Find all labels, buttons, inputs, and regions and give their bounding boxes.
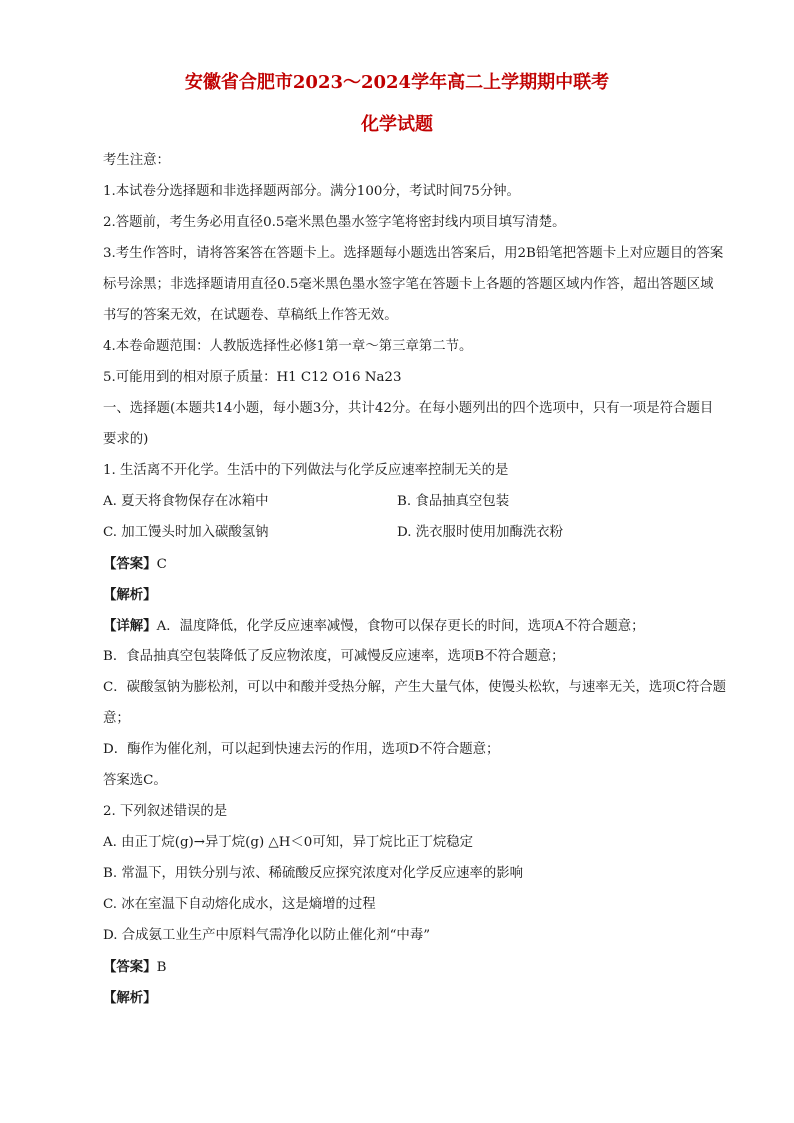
question-1-detail [103,617,723,636]
question-2-analysis-label: 【解析】 [103,990,157,1006]
document-subtitle: 化学试题 [361,114,433,135]
question-2-option-a: A. 由正丁烷(g)→异丁烷(g) △H＜0可知，异丁烷比正丁烷稳定 [103,835,474,850]
question-2-option-b: B. 常温下，用铁分别与浓、稀硫酸反应探究浓度对化学反应速率的影响 [103,866,524,881]
notice-item: 3.考生作答时，请将答案答在答题卡上。选择题每小题选出答案后，用2B铅笔把答题卡上对应题目的答案 [103,246,724,261]
section-heading-cont: 要求的) [103,432,149,447]
question-1-detail-d: D．酶作为催化剂，可以起到快速去污的作用，选项D不符合题意； [103,742,500,757]
notice-item: 2.答题前，考生务必用直径0.5毫米黑色墨水签字笔将密封线内项目填写清楚。 [103,215,566,230]
answer-label: 【答案】 [103,556,157,572]
question-1-conclusion: 答案选C。 [103,773,167,788]
question-1-answer [103,555,723,574]
question-1-detail-c-cont: 意； [103,711,130,726]
notice-item: 4.本卷命题范围：人教版选择性必修1第一章～第三章第二节。 [103,339,473,354]
answer-value: C [156,557,167,572]
question-1-option-d: D. 洗衣服时使用加酶洗衣粉 [397,525,564,540]
notice-item: 5.可能用到的相对原子质量：H1 C12 O16 Na23 [103,370,402,385]
question-1-option-a: A. 夏天将食物保存在冰箱中 [103,494,269,509]
question-1-detail-c: C．碳酸氢钠为膨松剂，可以中和酸并受热分解，产生大量气体，使馒头松软，与速率无关，选项C符合题 [103,680,727,695]
question-2-option-d: D. 合成氨工业生产中原料气需净化以防止催化剂“中毒” [103,928,431,943]
question-1-analysis-label: 【解析】 [103,587,157,603]
question-1-stem: 1. 生活离不开化学。生活中的下列做法与化学反应速率控制无关的是 [103,463,509,478]
question-1-option-c: C. 加工馒头时加入碳酸氢钠 [103,525,269,540]
section-heading: 一、选择题(本题共14小题，每小题3分，共计42分。在每小题列出的四个选项中，只有一项是符合题目 [103,401,714,416]
notice-item: 标号涂黑；非选择题请用直径0.5毫米黑色墨水签字笔在答题卡上各题的答题区域内作答，超出答题区域 [103,277,714,292]
notice-heading: 考生注意： [103,153,170,168]
notice-item: 书写的答案无效，在试题卷、草稿纸上作答无效。 [103,308,398,323]
question-1-options-row-1 [103,493,723,511]
question-2-answer [103,958,723,977]
document-title: 安徽省合肥市2023～2024学年高二上学期期中联考 [184,72,610,93]
question-1-options-row-2 [103,524,723,542]
question-1-option-b: B. 食品抽真空包装 [397,494,510,509]
question-2-stem: 2. 下列叙述错误的是 [103,804,228,819]
answer-value: B [156,960,167,975]
notice-item: 1.本试卷分选择题和非选择题两部分。满分100分，考试时间75分钟。 [103,184,520,199]
question-1-detail-b: B．食品抽真空包装降低了反应物浓度，可减慢反应速率，选项B不符合题意； [103,649,565,664]
answer-label: 【答案】 [103,959,157,975]
detail-label: 【详解】 [103,618,157,634]
detail-text: A．温度降低，化学反应速率减慢，食物可以保存更长的时间，选项A不符合题意； [156,619,645,634]
question-2-option-c: C. 冰在室温下自动熔化成水，这是熵增的过程 [103,897,376,912]
